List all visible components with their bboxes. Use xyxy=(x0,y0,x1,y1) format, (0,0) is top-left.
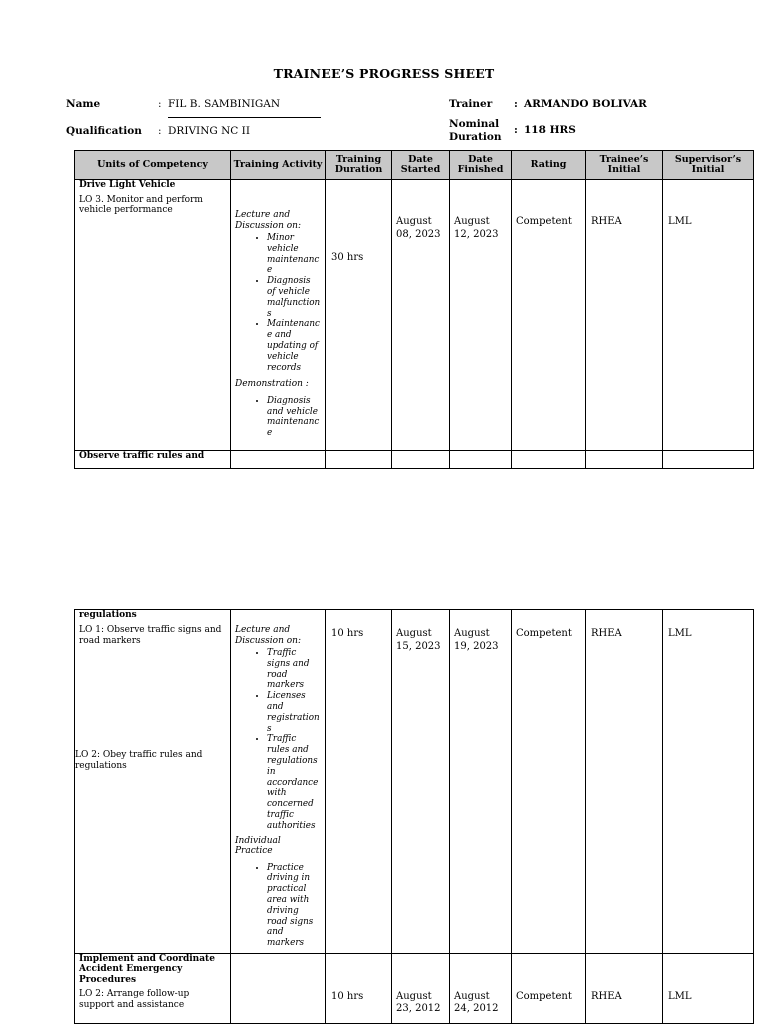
date-started: August 08, 2023 xyxy=(396,216,441,240)
trainer-colon: : xyxy=(514,98,518,110)
list-item: • Diagnosis and vehicle maintenanc e xyxy=(267,396,321,439)
header-supervisor-initial: Supervisor’s Initial xyxy=(663,151,754,180)
nominal-duration-label-line2: Duration xyxy=(449,131,502,143)
rating-value: Competent xyxy=(516,990,572,1002)
name-value: FIL B. SAMBINIGAN xyxy=(168,98,321,118)
activity-list xyxy=(235,233,321,373)
supervisor-initial: LML xyxy=(668,216,692,227)
table-row xyxy=(75,610,754,954)
progress-table-page1 xyxy=(74,150,754,469)
trainee-initial: RHEA xyxy=(591,628,622,639)
supervisor-initial: LML xyxy=(668,990,692,1002)
list-item: • Traffic rules and regulations in accordance with concerned traffic authorities xyxy=(267,734,321,831)
header-finished: Date Finished xyxy=(450,151,512,180)
name-label: Name xyxy=(66,98,101,110)
qualification-label: Qualification xyxy=(66,125,142,137)
trainee-cell xyxy=(586,953,663,1023)
demonstration-label: Demonstration : xyxy=(235,379,309,390)
name-colon: : xyxy=(158,98,162,110)
started-cell xyxy=(392,610,450,954)
learning-outcome: LO 2: Arrange follow-up support and assistance xyxy=(79,989,190,1010)
trainee-initial: RHEA xyxy=(591,216,622,227)
practice-list xyxy=(235,863,321,949)
rating-cell xyxy=(512,610,586,954)
trainee-cell xyxy=(586,610,663,954)
duration-cell xyxy=(326,610,392,954)
supervisor-cell xyxy=(663,953,754,1023)
started-cell xyxy=(392,953,450,1023)
unit-title: Implement and Coordinate Accident Emergency Procedures xyxy=(79,953,215,985)
list-item: • Licenses and registration s xyxy=(267,691,321,734)
header-trainee-initial: Trainee’s Initial xyxy=(586,151,663,180)
supervisor-cell xyxy=(663,180,754,451)
header-units: Units of Competency xyxy=(75,151,231,180)
date-started: August 15, 2023 xyxy=(396,628,441,652)
rating-value: Competent xyxy=(516,216,572,227)
next-unit-title: Observe traffic rules and xyxy=(79,451,205,461)
duration-value: 10 hrs xyxy=(331,628,364,639)
list-item: • Minor vehicle maintenanc e xyxy=(267,233,321,276)
trainee-initial: RHEA xyxy=(591,990,622,1002)
table-row xyxy=(75,180,754,451)
duration-cell xyxy=(326,953,392,1023)
activity-list xyxy=(235,648,321,832)
qualification-value: DRIVING NC II xyxy=(168,125,250,137)
header-row xyxy=(75,151,754,180)
header-rating: Rating xyxy=(512,151,586,180)
supervisor-initial: LML xyxy=(668,628,692,639)
header-activity: Training Activity xyxy=(231,151,326,180)
activity-cell xyxy=(231,180,326,451)
date-finished: August 24, 2012 xyxy=(454,990,499,1015)
activity-cell xyxy=(231,953,326,1023)
continued-unit-title: regulations xyxy=(79,610,137,620)
unit-title: Drive Light Vehicle xyxy=(79,180,176,190)
supervisor-cell xyxy=(663,610,754,954)
demonstration-list xyxy=(235,396,321,439)
table-row xyxy=(75,451,754,469)
trainer-value: ARMANDO BOLIVAR xyxy=(524,98,647,110)
units-cell xyxy=(75,180,231,451)
table-row xyxy=(75,953,754,1023)
rating-cell xyxy=(512,180,586,451)
finished-cell xyxy=(450,953,512,1023)
trainee-cell xyxy=(586,180,663,451)
date-finished: August 19, 2023 xyxy=(454,628,499,652)
list-item: • Maintenanc e and updating of vehicle records xyxy=(267,319,321,373)
document-title: TRAINEE’S PROGRESS SHEET xyxy=(273,66,495,81)
finished-cell xyxy=(450,180,512,451)
activity-cell xyxy=(231,610,326,954)
qualification-colon: : xyxy=(158,125,162,137)
duration-cell xyxy=(326,180,392,451)
date-finished: August 12, 2023 xyxy=(454,216,499,240)
duration-value: 30 hrs xyxy=(331,252,364,263)
duration-colon: : xyxy=(514,124,518,136)
header-started: Date Started xyxy=(392,151,450,180)
units-cell xyxy=(75,610,231,954)
rating-cell xyxy=(512,953,586,1023)
rating-value: Competent xyxy=(516,628,572,639)
learning-outcome: LO 3. Monitor and perform vehicle performance xyxy=(79,194,203,215)
practice-label: Individual Practice xyxy=(235,835,281,857)
nominal-duration-value: 118 HRS xyxy=(524,124,576,136)
learning-outcome-2: LO 2: Obey traffic rules and regulations xyxy=(75,750,203,771)
finished-cell xyxy=(450,610,512,954)
learning-outcome-1: LO 1: Observe traffic signs and road markers xyxy=(79,625,222,646)
nominal-duration-label-line1: Nominal xyxy=(449,118,500,130)
date-started: August 23, 2012 xyxy=(396,990,441,1015)
duration-value: 10 hrs xyxy=(331,990,364,1002)
list-item: • Practice driving in practical area with driving road signs and markers xyxy=(267,863,321,949)
trainer-label: Trainer xyxy=(449,98,493,110)
units-cell xyxy=(75,451,231,469)
list-item: • Diagnosis of vehicle malfunction s xyxy=(267,276,321,319)
list-item: • Traffic signs and road markers xyxy=(267,648,321,691)
units-cell xyxy=(75,953,231,1023)
progress-table-page2 xyxy=(74,609,754,1024)
header-duration: Training Duration xyxy=(326,151,392,180)
activity-intro: Lecture and Discussion on: xyxy=(235,625,301,646)
activity-intro: Lecture and Discussion on: xyxy=(235,210,301,231)
started-cell xyxy=(392,180,450,451)
